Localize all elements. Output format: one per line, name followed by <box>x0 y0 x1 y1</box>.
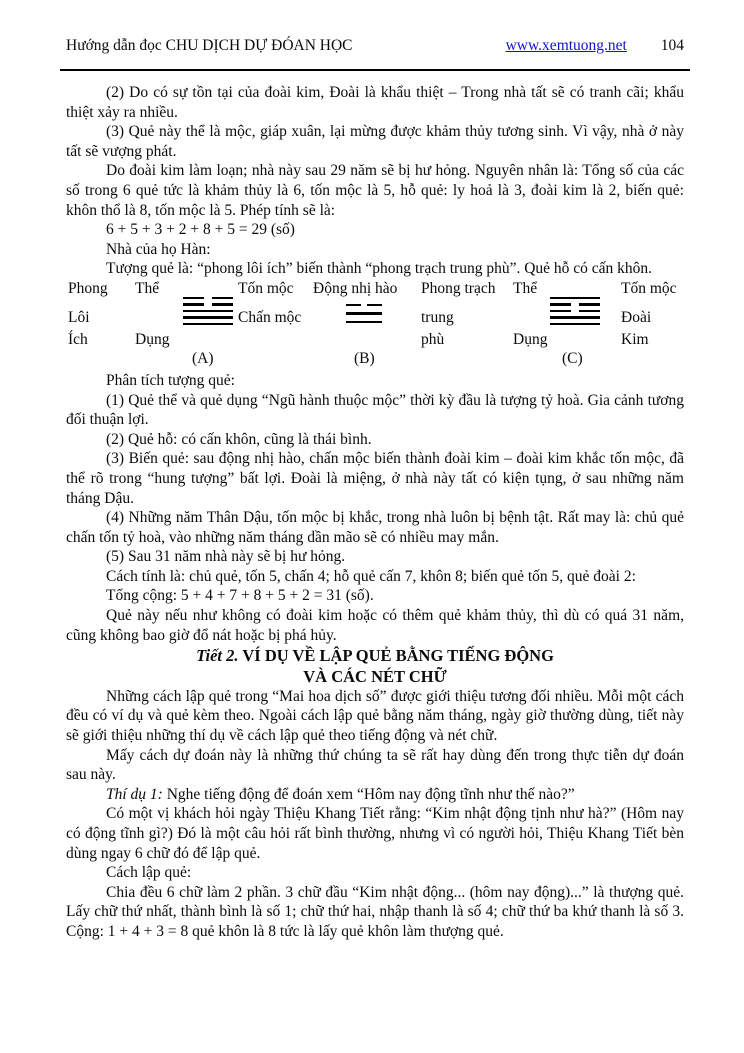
label-doai: Đoài <box>621 308 652 326</box>
analysis-item-5: (5) Sau 31 năm nhà này sẽ bị hư hỏng. <box>106 548 346 566</box>
header-right <box>506 36 684 55</box>
analysis-item-4: (4) Những năm Thân Dậu, tốn mộc bị khắc, trong nhà luôn bị bệnh tật. Rất may là: chủ quẻ chấn tốn tỷ hoà, vào những năm tháng dần mão sẽ có nhiều may mắn. <box>66 509 684 546</box>
label-loi: Lôi <box>68 308 90 326</box>
paragraph-doai-kim: (2) Do có sự tồn tại của đoài kim, Đoài là khẩu thiệt – Trong nhà tất sẽ có tranh cãi; khẩu thiệt xảy ra nhiều. <box>66 84 684 121</box>
tong-cong-line: Tổng cộng: 5 + 4 + 7 + 8 + 5 + 2 = 31 (số). <box>106 587 374 605</box>
label-chan-moc: Chấn mộc <box>238 308 302 326</box>
analysis-item-3: (3) Biến quẻ: sau động nhị hào, chấn mộc biến thành đoài kim – đoài kim khắc tốn mộc, đã thể rõ trong “hung tượng” bất lợi. Đoài là miệng, ở nhà này tất có kiện tụng, ở sau những năm tháng Dậu. <box>66 450 684 507</box>
header-rule <box>60 69 690 71</box>
label-kim: Kim <box>621 330 649 348</box>
paragraph-mai-hoa: Những cách lập quẻ trong “Mai hoa dịch số” được giới thiệu tương đối nhiều. Mỗi một cách đều có ví dụ và quẻ kèm theo. Ngoài cách lập quẻ bằng năm tháng, ngày giờ thường dùng, tiết này sẽ giới thiệu những thí dụ về cách lập quẻ theo tiếng động và nét chữ. <box>66 687 684 745</box>
paragraph-vi-khach: Có một vị khách hỏi ngày Thiệu Khang Tiết rằng: “Kim nhật động tịnh như hà?” (Hôm nay có động tĩnh gì?) Đó là một câu hỏi rất bình thường, nhưng vì có người hỏi, Thiệu Khang Tiết bèn dùng ngay 6 chữ đó để lập quẻ. <box>66 805 684 862</box>
caption-b: (B) <box>354 349 375 367</box>
hexagram-c <box>550 297 600 326</box>
hexagram-a <box>183 297 233 326</box>
label-ich: Ích <box>68 330 88 348</box>
label-phu: phù <box>421 330 445 348</box>
label-dung-c: Dụng <box>513 330 548 348</box>
section-heading-line2: VÀ CÁC NÉT CHỮ <box>303 667 447 687</box>
label-dung-a: Dụng <box>135 330 170 348</box>
hexagram-b <box>346 304 382 324</box>
document-body <box>66 83 684 942</box>
analysis-item-2: (2) Quẻ hỗ: có cấn khôn, cũng là thái bình. <box>106 430 372 448</box>
paragraph-29-nam: Do đoài kim làm loạn; nhà này sau 29 năm sẽ bị hư hỏng. Nguyên nhân là: Tổng số của các số trong 6 quẻ tức là khảm thủy là 6, tốn mộc là 5, hỗ quẻ: ly hoả là 3, đoài kim là 2, biến quẻ: khôn thổ là 8, tốn mộc là 5. Phép tính sẽ là: <box>66 162 684 219</box>
section-heading-text: VÍ DỤ VỀ LẬP QUẺ BẰNG TIẾNG ĐỘNG <box>238 646 554 666</box>
paragraph-nha-ho-han: Nhà của họ Hàn: <box>106 240 211 258</box>
label-the-a: Thể <box>135 279 160 297</box>
label-ton-moc-a: Tốn mộc <box>238 279 294 297</box>
cach-tinh-line: Cách tính là: chủ quẻ, tốn 5, chấn 4; hỗ quẻ cấn 7, khôn 8; biến quẻ tốn 5, quẻ đoài 2: <box>106 567 636 585</box>
section-heading-number: Tiết 2. <box>196 646 239 666</box>
cach-lap-que-line: Cách lập quẻ: <box>106 864 192 882</box>
label-trung: trung <box>421 308 454 326</box>
section-heading-line1 <box>66 646 684 666</box>
caption-a: (A) <box>192 349 214 367</box>
label-dong-nhi-hao: Động nhị hào <box>313 279 398 297</box>
paragraph-tuong-que: Tượng quẻ là: “phong lôi ích” biến thành “phong trạch trung phù”. Quẻ hỗ có cấn khôn. <box>106 260 653 278</box>
website-link[interactable]: www.xemtuong.net <box>505 37 627 54</box>
label-ton-moc-c: Tốn mộc <box>621 279 677 297</box>
analysis-heading: Phân tích tượng quẻ: <box>106 371 235 389</box>
label-phong: Phong <box>68 279 108 297</box>
label-the-c: Thể <box>513 279 538 297</box>
paragraph-chia-deu: Chia đều 6 chữ làm 2 phần. 3 chữ đầu “Kim nhật động... (hôm nay động)...” là thượng quẻ. Lấy chữ thứ nhất, thành bình là số 1; chữ thứ hai, nhập thanh là số 4; chữ thứ ba khứ thanh là số 3. Cộng: 1 + 4 + 3 = 8 quẻ khôn là 8 tức là lấy quẻ khôn làm thượng quẻ. <box>66 883 684 940</box>
paragraph-que-the-moc: (3) Quẻ này thể là mộc, giáp xuân, lại mừng được khảm thủy tương sinh. Vì vậy, nhà ở này tất sẽ vượng phát. <box>66 123 684 160</box>
paragraph-note-31-nam: Quẻ này nếu như không có đoài kim hoặc có thêm quẻ khảm thủy, thì dù có quá 31 năm, cũng không bao giờ đổ nát hoặc bị phá hủy. <box>66 607 684 644</box>
formula-29: 6 + 5 + 3 + 2 + 8 + 5 = 29 (số) <box>106 221 295 239</box>
header-title: Hướng dẫn đọc CHU DỊCH DỰ ĐÓAN HỌC <box>66 37 353 54</box>
paragraph-may-cach: Mấy cách dự đoán này là những thứ chúng ta sẽ rất hay dùng đến trong thực tiễn dự đoán sau này. <box>66 746 684 784</box>
thi-du-text: Nghe tiếng động để đoán xem “Hôm nay động tĩnh như thế nào?” <box>162 785 575 803</box>
paragraph-thi-du-1 <box>66 785 684 805</box>
hexagram-diagram <box>66 281 684 371</box>
page-number: 104 <box>660 37 684 54</box>
analysis-item-1: (1) Quẻ thể và quẻ dụng “Ngũ hành thuộc mộc” thời kỳ đầu là tượng tỷ hoà. Gia cảnh tương đối thuận lợi. <box>66 391 684 429</box>
page-header <box>66 36 684 55</box>
thi-du-label: Thí dụ 1: <box>106 785 163 803</box>
label-phong-trach: Phong trạch <box>421 279 496 297</box>
caption-c: (C) <box>562 349 583 367</box>
